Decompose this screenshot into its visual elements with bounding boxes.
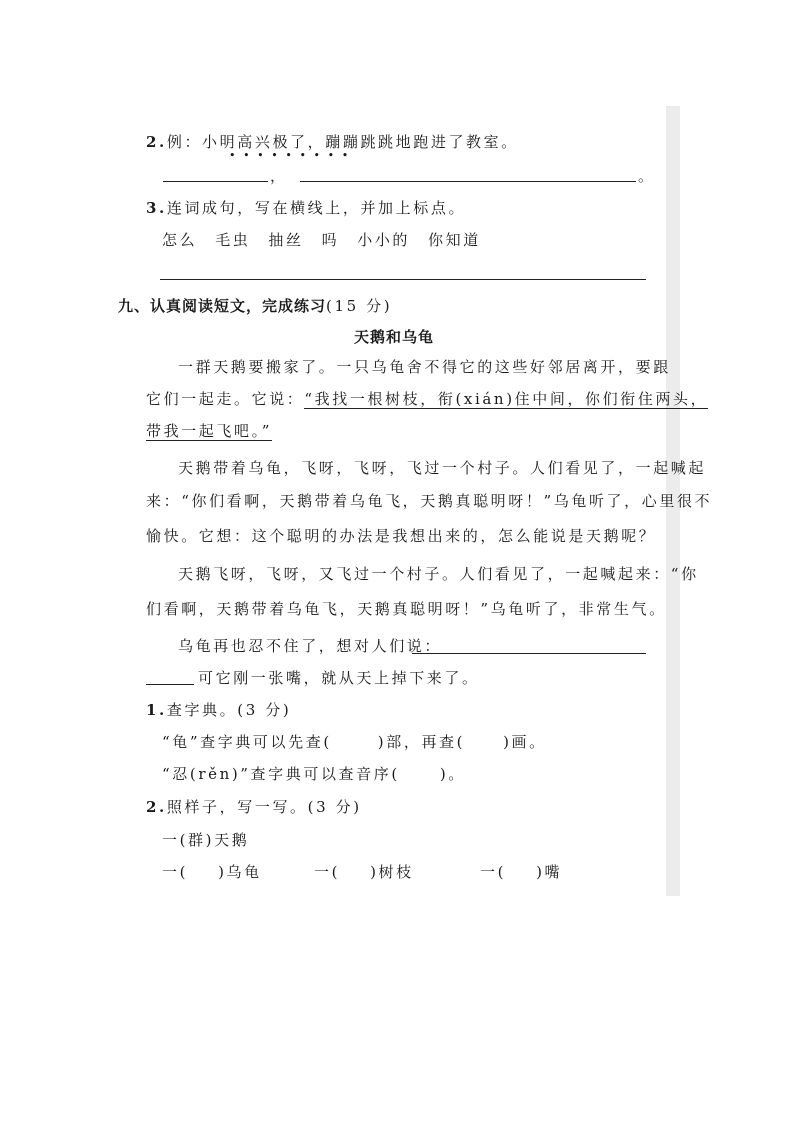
q2-number: 2.: [146, 133, 167, 151]
passage-p2-line3: 愉快。它想：这个聪明的办法是我想出来的，怎么能说是天鹅呢？: [146, 527, 657, 545]
subq1-line1-b: )部，再查(: [377, 733, 466, 751]
subq2-item-1: [162, 862, 262, 882]
q2-period: 。: [638, 167, 656, 185]
subq2-item-post: )树枝: [370, 863, 414, 881]
subq2-item-pre: 一(: [314, 863, 341, 881]
subq2-item-3: [480, 862, 562, 882]
passage-p1-quote: “我找一根树枝，衔(xián)住中间，你们衔住两头，: [304, 390, 709, 408]
subq1-line2-b: )。: [439, 765, 466, 783]
subq1-number: 1.: [146, 701, 167, 719]
passage-p2-line1: 天鹅带着乌龟，飞呀，飞呀，飞过一个村子。人们看见了，一起喊起: [178, 459, 707, 477]
q2-comma: ，: [270, 167, 288, 185]
q3-word: 吗: [321, 231, 340, 249]
passage-fill-line-2[interactable]: [146, 684, 194, 685]
q3-answer-line[interactable]: [160, 279, 646, 280]
subq1-text: 查字典。(3 分): [166, 701, 292, 719]
q2-example-text: 例：小明高兴极了，蹦蹦跳跳地跑进了教室。: [166, 133, 519, 151]
subq2-example: 一(群)天鹅: [162, 831, 250, 849]
subq2-number: 2.: [146, 798, 167, 816]
passage-p1-line1: 一群天鹅要搬家了。一只乌龟舍不得它的这些好邻居离开，要跟: [178, 358, 671, 376]
subq2-item-pre: 一(: [162, 863, 189, 881]
subq1-line1: [162, 732, 547, 752]
subq1-line1-c: )画。: [503, 733, 547, 751]
q3-word: 抽丝: [268, 231, 304, 249]
subq1-prompt: [146, 700, 291, 720]
subq2-item-post: )嘴: [536, 863, 563, 881]
q3-word: 小小的: [357, 231, 411, 249]
passage-p1-lead: 它们一起走。它说：: [146, 390, 305, 408]
subq2-item-2: [314, 862, 414, 882]
passage-p1-line2: [146, 389, 708, 409]
subq2-item-pre: 一(: [480, 863, 507, 881]
subq2-prompt: [146, 797, 362, 817]
subq2-item-post: )乌龟: [218, 863, 262, 881]
passage-p2-line2: 来：“你们看啊，天鹅带着乌龟飞，天鹅真聪明呀！”乌龟听了，心里很不: [146, 492, 713, 510]
q3-text: 连词成句，写在横线上，并加上标点。: [166, 199, 467, 217]
section-9-label: 九、认真阅读短文，完成练习: [118, 297, 327, 315]
passage-title: 天鹅和乌龟: [354, 328, 435, 346]
passage-p1-quote-end: 带我一起飞吧。”: [146, 422, 272, 440]
emphasis-dots: •••••••••: [229, 149, 356, 162]
subq1-line1-a: “龟”查字典可以先查(: [162, 733, 332, 751]
section-9-heading: [118, 296, 392, 316]
q2-answer-line-1[interactable]: [163, 181, 268, 182]
subq2-text: 照样子，写一写。(3 分): [166, 798, 362, 816]
q3-word: 毛虫: [215, 231, 251, 249]
q2-answer-line-2[interactable]: [300, 181, 636, 182]
q3-number: 3.: [146, 199, 167, 217]
subq1-line2: [162, 764, 466, 784]
passage-p3-line1: 天鹅飞呀，飞呀，又飞过一个村子。人们看见了，一起喊起来：“你: [178, 565, 699, 583]
q3-prompt: [146, 198, 466, 218]
passage-p1-line3: [146, 421, 272, 441]
subq1-line2-a: “忍(rěn)”查字典可以查音序(: [162, 765, 400, 783]
q3-word-list: [162, 230, 499, 250]
q3-word: 怎么: [162, 231, 198, 249]
section-9-score: (15 分): [326, 297, 393, 315]
passage-p3-line2: 们看啊，天鹅带着乌龟飞，天鹅真聪明呀！”乌龟听了，非常生气。: [146, 600, 667, 618]
passage-p4-line1: 乌龟再也忍不住了，想对人们说：: [178, 637, 443, 655]
passage-fill-line-1[interactable]: [412, 653, 646, 654]
q3-word: 你知道: [428, 231, 481, 249]
passage-p4-line2: 可它刚一张嘴，就从天上掉下来了。: [198, 669, 480, 687]
